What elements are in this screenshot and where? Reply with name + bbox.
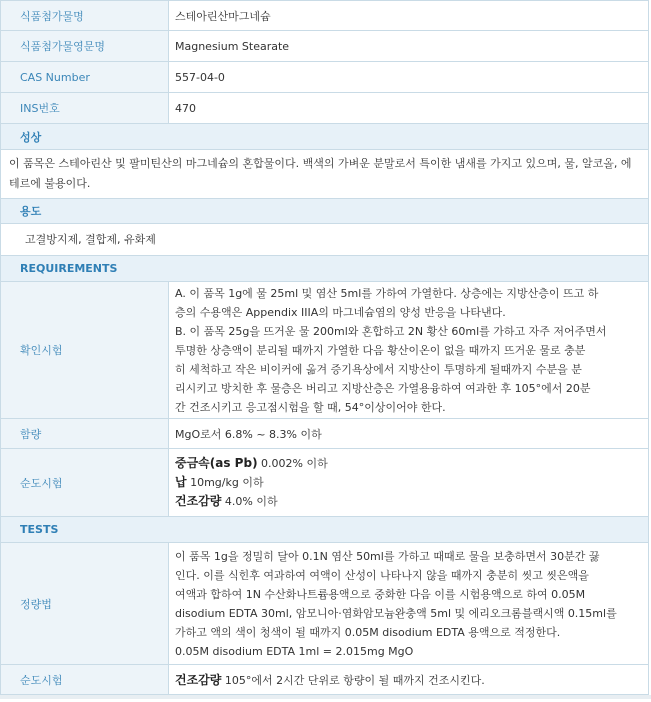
text-line: 투명한 상층액이 분리될 때까지 가열한 다음 황산이온이 없을 때까지 뜨거운 물로 충분 xyxy=(175,343,586,357)
identification-text xyxy=(169,282,649,419)
text-line: 층의 수용액은 Appendix IIIA의 마그네슘염의 양성 반응을 나타낸다. xyxy=(175,305,506,319)
table-row xyxy=(1,419,649,449)
text-line: A. 이 품목 1g에 물 25ml 및 염산 5ml를 가하여 가열한다. 상층에는 지방산층이 뜨고 하 xyxy=(175,286,599,300)
ins-number-label: INS번호 xyxy=(1,93,169,124)
tests-purity-value xyxy=(169,665,649,695)
english-name-label: 식품첨가물영문명 xyxy=(1,31,169,62)
purity-label: 순도시험 xyxy=(1,449,169,517)
table-row xyxy=(1,31,649,62)
section-row xyxy=(1,124,649,150)
content-value: MgO로서 6.8% ~ 8.3% 이하 xyxy=(169,419,649,449)
purity-item xyxy=(175,492,642,511)
cas-number-value: 557-04-0 xyxy=(169,62,649,93)
tests-purity-text: 105°에서 2시간 단위로 항량이 될 때까지 건조시킨다. xyxy=(221,674,485,687)
text-line: 이 품목 1g을 정밀히 달아 0.1N 염산 50ml를 가하고 때때로 물을 보충하면서 30분간 끓 xyxy=(175,549,600,563)
text-line: 인다. 이를 식힌후 여과하여 여액이 산성이 나타나지 않을 때까지 충분히 씻고 씻은액을 xyxy=(175,568,589,582)
section-row xyxy=(1,517,649,543)
text-line: 간 건조시키고 응고점시험을 할 때, 54°이상이어야 한다. xyxy=(175,400,446,414)
tests-purity-label: 순도시험 xyxy=(1,665,169,695)
tests-heading: TESTS xyxy=(1,517,649,543)
purity-item-name: 납 xyxy=(175,475,187,489)
text-line: B. 이 품목 25g을 뜨거운 물 200ml와 혼합하고 2N 황산 60ml를 가하고 자주 저어주면서 xyxy=(175,324,607,338)
section-row xyxy=(1,256,649,282)
requirements-heading: REQUIREMENTS xyxy=(1,256,649,282)
korean-name-label: 식품첨가물명 xyxy=(1,1,169,31)
table-row xyxy=(1,224,649,256)
text-line: 히 세척하고 작은 비이커에 옮겨 증기욕상에서 지방산이 투명하게 될때까지 수분을 분 xyxy=(175,362,582,376)
tests-purity-name: 건조감량 xyxy=(175,673,222,687)
english-name-value: Magnesium Stearate xyxy=(169,31,649,62)
cas-number-label: CAS Number xyxy=(1,62,169,93)
purity-item xyxy=(175,473,642,492)
assay-label: 정량법 xyxy=(1,543,169,665)
table-row xyxy=(1,543,649,665)
text-line: 0.05M disodium EDTA 1ml = 2.015mg MgO xyxy=(175,644,414,658)
identification-label: 확인시험 xyxy=(1,282,169,419)
table-row xyxy=(1,1,649,31)
horizontal-scrollbar[interactable] xyxy=(0,695,651,699)
table-row xyxy=(1,449,649,517)
uses-heading: 용도 xyxy=(1,199,649,224)
purity-item-value: 10mg/kg 이하 xyxy=(186,476,264,489)
table-row xyxy=(1,665,649,695)
table-row xyxy=(1,150,649,199)
table-row xyxy=(1,282,649,419)
appearance-text: 이 품목은 스테아린산 및 팔미틴산의 마그네슘의 혼합물이다. 백색의 가벼운 분말로서 특이한 냄새를 가지고 있으며, 물, 알코올, 에테르에 불용이다. xyxy=(1,150,649,199)
purity-item-value: 0.002% 이하 xyxy=(257,457,328,470)
content-label: 함량 xyxy=(1,419,169,449)
appearance-heading: 성상 xyxy=(1,124,649,150)
text-line: 리시키고 방치한 후 물층은 버리고 지방산층은 가열용융하여 여과한 후 105°에서 20분 xyxy=(175,381,591,395)
text-line: 가하고 액의 색이 청색이 될 때까지 0.05M disodium EDTA 용액으로 적정한다. xyxy=(175,625,561,639)
ins-number-value: 470 xyxy=(169,93,649,124)
table-row xyxy=(1,93,649,124)
purity-values xyxy=(169,449,649,517)
section-row xyxy=(1,199,649,224)
purity-item-name: 건조감량 xyxy=(175,494,222,508)
uses-text: 고결방지제, 결합제, 유화제 xyxy=(1,224,649,256)
purity-item xyxy=(175,454,642,473)
text-line: 여액과 합하여 1N 수산화나트륨용액으로 중화한 다음 이를 시험용액으로 하여 0.05M xyxy=(175,587,586,601)
purity-item-name: 중금속(as Pb) xyxy=(175,456,258,470)
assay-text xyxy=(169,543,649,665)
purity-item-value: 4.0% 이하 xyxy=(221,495,278,508)
table-row xyxy=(1,62,649,93)
text-line: disodium EDTA 30ml, 암모니아·염화암모늄완충액 5ml 및 에리오크롬블랙시액 0.15ml를 xyxy=(175,606,617,620)
korean-name-value: 스테아린산마그네슘 xyxy=(169,1,649,31)
